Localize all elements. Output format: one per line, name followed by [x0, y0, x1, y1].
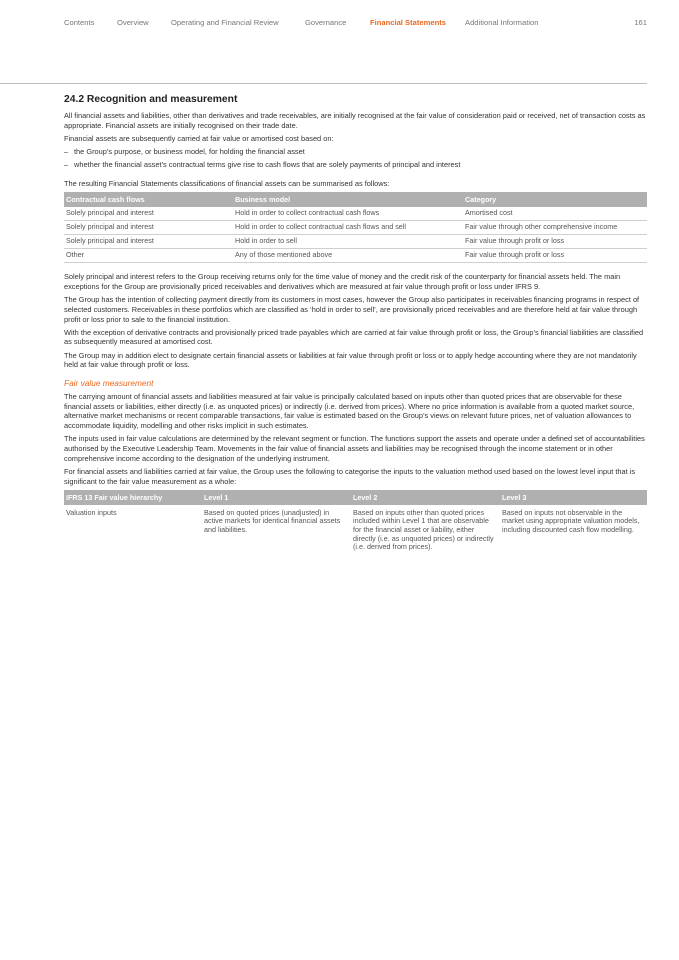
table-intro: The resulting Financial Statements classifications of financial assets can be summarised as follows:: [64, 178, 390, 188]
table-row: [64, 249, 647, 263]
column-header: IFRS 13 Fair value hierarchy: [64, 490, 202, 505]
section-title: 24.2 Recognition and measurement: [64, 94, 238, 105]
nav-additional-information[interactable]: Additional Information: [465, 18, 539, 27]
nav-overview[interactable]: Overview: [117, 18, 149, 27]
fair-value-hierarchy-table: [64, 490, 647, 554]
column-header: Level 3: [500, 490, 647, 505]
column-header: Level 1: [202, 490, 351, 505]
table-cell: Fair value through other comprehensive income: [463, 221, 647, 235]
nav-contents[interactable]: Contents: [64, 18, 95, 27]
table-cell: Hold in order to collect contractual cash flows and sell: [233, 221, 463, 235]
table-cell: Based on inputs not observable in the market using appropriate valuation models, including discounted cash flow modelling.: [502, 507, 640, 535]
table-row: [64, 207, 647, 221]
bullet-item: – the Group’s purpose, or business model, for holding the financial asset: [64, 147, 305, 157]
main-content: [64, 94, 647, 554]
intro-paragraph: All financial assets and liabilities, other than derivatives and trade receivables, are initially recognised at the fair value of consideration paid or received, net of transaction costs as appropriate. Financial assets are initially recognised on their trade date.: [64, 111, 646, 130]
body-paragraph: The Group may in addition elect to designate certain financial assets or liabilities at fair value through profit or loss or to apply hedge accounting where they are not mandatorily held at fair value through profit or loss.: [64, 350, 637, 370]
fair-value-paragraph: The carrying amount of financial assets and liabilities measured at fair value is principally calculated based on inputs other than quoted prices that are observable for these financial assets or liabilities, either directly (i.e. as unquoted prices) or indirectly (i.e. derived from prices). Where no price information is available from a quoted market source, alternative market mechanisms or recent comparable transactions, fair value is estimated based on the Group’s views on relevant future prices, net of valuation allowances to accommodate liquidity, modelling and other risks implicit in such estimates.: [64, 392, 635, 431]
intro-paragraph: Financial assets are subsequently carried at fair value or amortised cost based on:: [64, 133, 334, 143]
nav-operating-financial-review[interactable]: Operating and Financial Review: [171, 18, 279, 27]
table-cell: Based on quoted prices (unadjusted) in active markets for identical financial assets and liabilities.: [204, 507, 341, 535]
fair-value-paragraph: For financial assets and liabilities carried at fair value, the Group uses the following to categorise the inputs to the valuation method used based on the lowest level input that is significant to the fair value measurement as a whole:: [64, 466, 636, 486]
table-cell: Hold in order to sell: [233, 235, 463, 249]
nav-financial-statements[interactable]: Financial Statements: [370, 18, 446, 27]
table-header-row: [64, 192, 647, 207]
body-paragraph: Solely principal and interest refers to the Group receiving returns only for the time value of money and the credit risk of the counterparty for financial assets held. The main exceptions for the Group are provisionally priced receivables and derivatives which are measured at fair value through profit or loss under IFRS 9.: [64, 272, 621, 291]
table-header-row: [64, 490, 647, 505]
column-header: Level 2: [351, 490, 500, 505]
body-paragraph: The Group has the intention of collecting payment directly from its customers in most cases, however the Group also participates in receivables financing programs in respect of selected customers. Receivables in these portfolios which are classified as ‘hold in order to sell’, are provisionally priced receivables and are therefore held at fair value through profit or loss prior to sale to the financial institution.: [64, 295, 640, 324]
fair-value-heading: Fair value measurement: [64, 378, 154, 389]
top-navigation: [64, 16, 647, 30]
table-row: [64, 221, 647, 235]
table-cell: Fair value through profit or loss: [463, 249, 647, 263]
table-cell: Other: [64, 249, 233, 263]
page-number: 161: [634, 18, 647, 27]
table-cell: Solely principal and interest: [64, 207, 233, 221]
column-header: Contractual cash flows: [64, 192, 233, 207]
header-divider: [0, 83, 647, 84]
table-row: [64, 505, 647, 554]
table-cell: Solely principal and interest: [64, 221, 233, 235]
table-cell: Hold in order to collect contractual cash flows: [233, 207, 463, 221]
body-paragraph: With the exception of derivative contracts and provisionally priced trade payables which are carried at fair value through profit or loss, the Group’s financial liabilities are classified as subsequently measured at amortised cost.: [64, 327, 644, 347]
table-cell: Valuation inputs: [66, 507, 117, 517]
column-header: Category: [463, 192, 647, 207]
fair-value-paragraph: The inputs used in fair value calculations are determined by the relevant segment or function. The functions support the assets and operate under a defined set of accountabilities authorised by the Executive Leadership Team. Movements in the fair value of financial assets and liabilities may be recognised through the income statement or in other comprehensive income according to the designation of the underlying instrument.: [64, 434, 645, 463]
bullet-item: – whether the financial asset’s contractual terms give rise to cash flows that are solely payments of principal and interest: [64, 160, 461, 170]
classification-table: [64, 192, 647, 263]
table-cell: Solely principal and interest: [64, 235, 233, 249]
nav-governance[interactable]: Governance: [305, 18, 347, 27]
table-cell: Based on inputs other than quoted prices included within Level 1 that are observable for the financial asset or liability, either directly (i.e. as unquoted prices) or indirectly (i.e. derived from prices).: [353, 507, 494, 552]
table-cell: Any of those mentioned above: [233, 249, 463, 263]
table-row: [64, 235, 647, 249]
table-cell: Fair value through profit or loss: [463, 235, 647, 249]
column-header: Business model: [233, 192, 463, 207]
table-cell: Amortised cost: [463, 207, 647, 221]
